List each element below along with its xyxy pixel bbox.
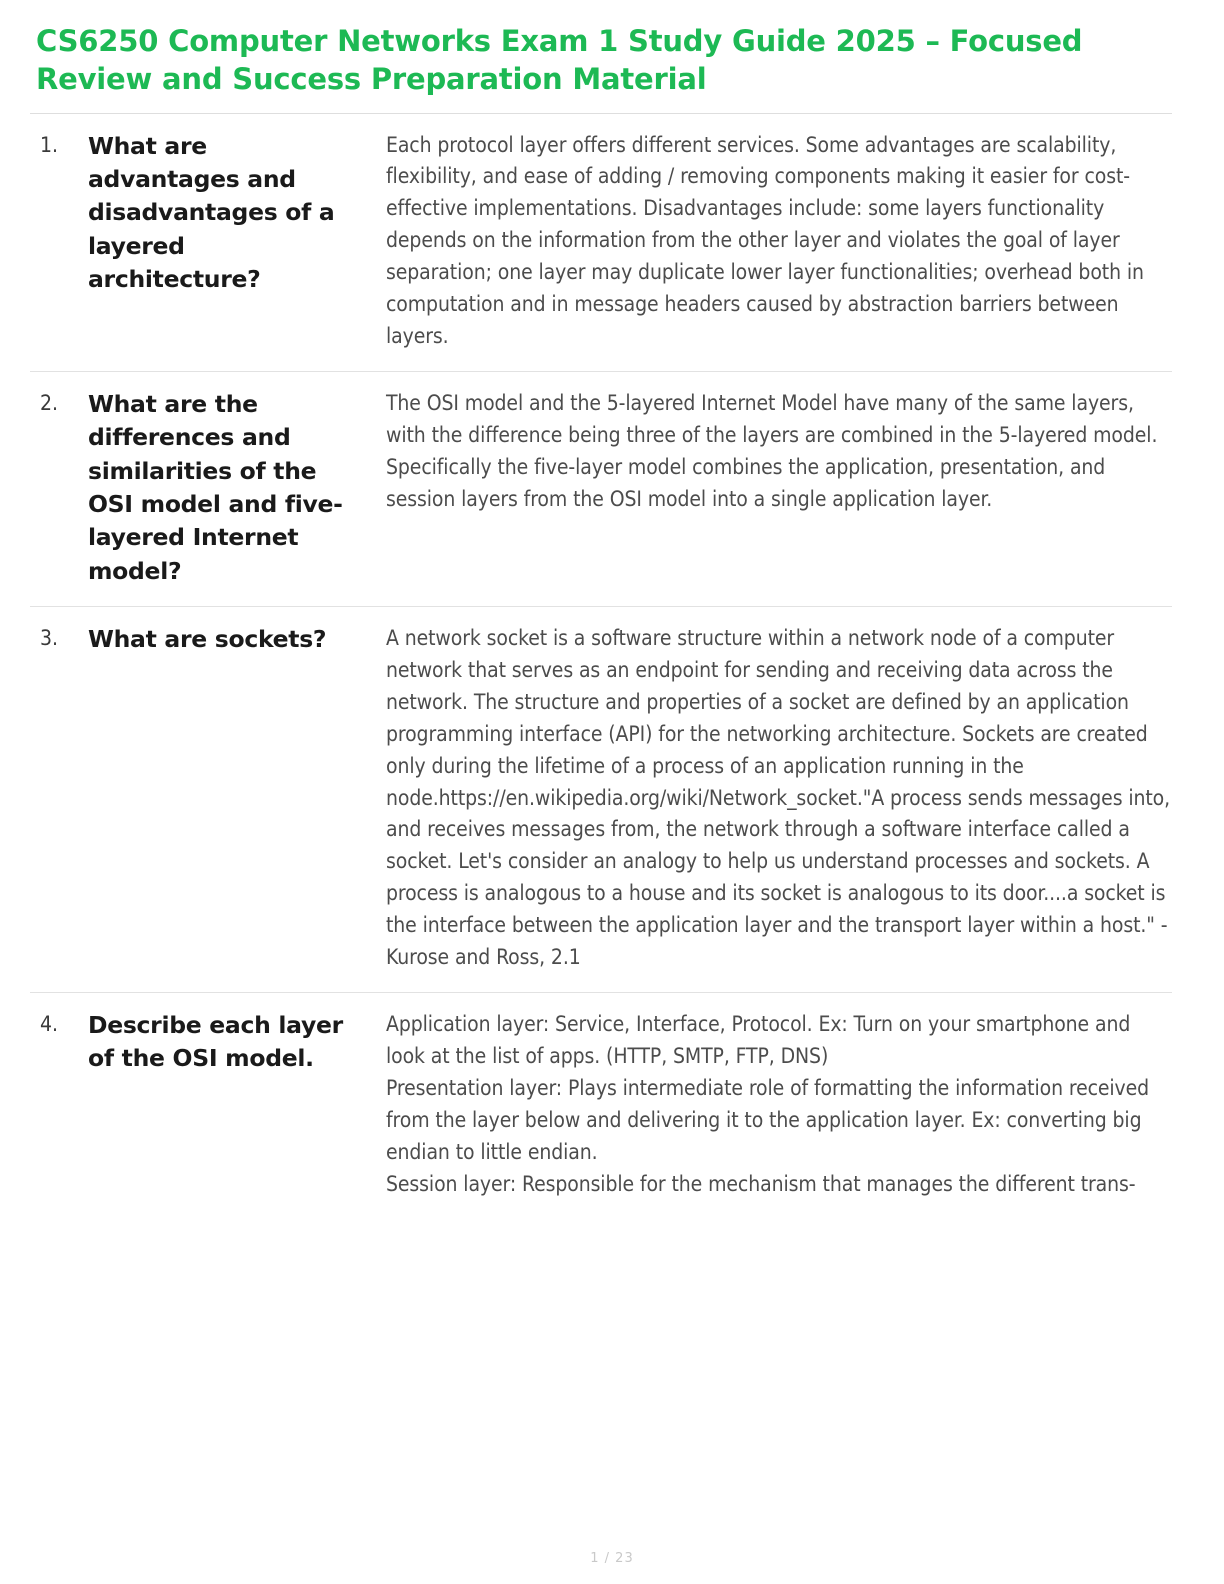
- question-text: Describe each layer of the OSI model.: [88, 1011, 343, 1073]
- answer-text: Application layer: Service, Interface, Protocol. Ex: Turn on your smartphone and look at the list of apps. (HTTP, SMTP, FTP, DNS) Presentation layer: Plays intermediate role of formatting the information received from the layer below and delivering it to the application layer. Ex: converting big endian to little endian. Session layer: Responsible for the mechanism that manages the different trans-: [386, 1012, 1150, 1196]
- study-guide-table: [30, 113, 1172, 1219]
- table-row: [30, 607, 1172, 993]
- question-text: What are sockets?: [88, 625, 327, 654]
- question-text: What are the differences and similarities of the OSI model and five-layered Internet model?: [88, 389, 343, 585]
- table-row: [30, 993, 1172, 1219]
- table-row: [30, 113, 1172, 371]
- answer-text: The OSI model and the 5-layered Internet Model have many of the same layers, with the difference being three of the layers are combined in the 5-layered model. Specifically the five-layer model combines the application, presentation, and session layers from the OSI model into a single application layer.: [386, 390, 1158, 511]
- answer-text: Each protocol layer offers different services. Some advantages are scalability, flexibility, and ease of adding / removing components making it easier for cost-effective implementations. Disadvantages include: some layers functionality depends on the information from the other layer and violates the goal of layer separation; one layer may duplicate lower layer functionalities; overhead both in computation and in message headers caused by abstraction barriers between layers.: [386, 132, 1144, 348]
- page-number: 1 / 23: [590, 1551, 634, 1566]
- answer-text: A network socket is a software structure within a network node of a computer network that serves as an endpoint for sending and receiving data across the network. The structure and properties of a socket are defined by an application programming interface (API) for the networking architecture. Sockets are created only during the lifetime of a process of an application running in the node.https://en.wikipedia.org/wiki/Network_socket."A process sends messages into, and receives messages from, the network through a software interface called a socket. Let's consider an analogy to help us understand processes and sockets. A process is analogous to a house and its socket is analogous to its door....a socket is the interface between the application layer and the transport layer within a host." - Kurose and Ross, 2.1: [386, 626, 1171, 970]
- table-row: [30, 371, 1172, 606]
- question-number: 3.: [40, 626, 59, 651]
- page-title: CS6250 Computer Networks Exam 1 Study Guide 2025 – Focused Review and Success Preparation Material: [36, 24, 1083, 97]
- question-number: 4.: [40, 1012, 59, 1036]
- question-number: 1.: [40, 132, 59, 157]
- question-text: What are advantages and disadvantages of a layered architecture?: [88, 131, 335, 293]
- question-number: 2.: [40, 390, 59, 415]
